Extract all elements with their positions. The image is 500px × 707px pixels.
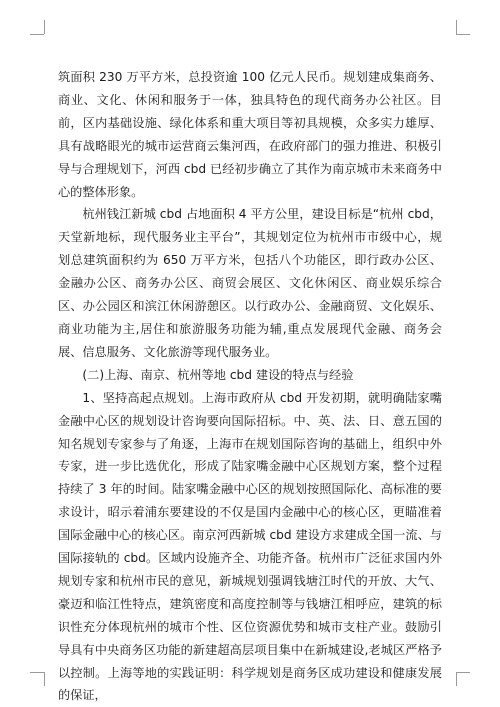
paragraph-planning: 1、坚持高起点规划。上海市政府从 cbd 开发初期，就明确陆家嘴金融中心区的规划设计咨询要向国际招标。中、英、法、日、意五国的知名规划专家参与了角逐，上海市在规划国际咨询的基础上，组织中外专家，进一步比选优化，形成了陆家嘴金融中心区规划方案，整个过程持续了 3 年的时间。陆家嘴金融中心区的规划按照国际化、高标准的要求设计，昭示着浦东要建设的不仅是国内金融中心的核心区，更瞄准着国际金融中心的核心区。南京河西新城 cbd 建设方求建成全国一流、与国际接轨的 cbd。区域内设施齐全、功能齐备。杭州市广泛征求国内外规划专家和杭州市民的意见，新城规划强调钱塘江时代的开放、大气、豪迈和临江性特点，建筑密度和高度控制等与钱塘江相呼应，建筑的标识性充分体现杭州的城市个性、区位资源优势和城市支柱产业。鼓励引导具有中央商务区功能的新建超高层项目集中在新城建设,老城区严格予以控制。上海等地的实践证明：科学规划是商务区成功建设和健康发展的保证， — [58, 390, 442, 703]
paragraph-continuation: 筑面积 230 万平方米，总投资逾 100 亿元人民币。规划建成集商务、商业、文化、休闲和服务于一体，独具特色的现代商务办公社区。目前，区内基础设施、绿化体系和重大项目等初具规模，众多实力雄厚、具有战略眼光的城市运营商云集河西，在政府部门的强力推进、积极引导与合理规划下，河西 cbd 已经初步确立了其作为南京城市未来商务中心的整体形象。 — [58, 70, 442, 199]
crop-mark-top-left-h — [30, 34, 44, 35]
crop-mark-bottom-left-h — [30, 672, 44, 673]
document-body — [58, 66, 442, 707]
crop-mark-top-right-v — [456, 20, 457, 34]
crop-mark-bottom-right-h — [456, 672, 470, 673]
paragraph-hangzhou-cbd: 杭州钱江新城 cbd 占地面积 4 平方公里，建设目标是“杭州 cbd，天堂新地标，现代服务业主平台”，其规划定位为杭州市市级中心，规划总建筑面积约为 650 万平方米，包括八个功能区，即行政办公区、金融办公区、商务办公区、商贸会展区、文化休闲区、商业娱乐综合区、办公园区和滨江休闲游憩区。以行政办公、金融商贸、文化娱乐、商业功能为主,居住和旅游服务功能为辅,重点发展现代金融、商务会展、信息服务、文化旅游等现代服务业。 — [58, 207, 442, 359]
crop-mark-top-left-v — [44, 20, 45, 34]
crop-mark-bottom-right-v — [456, 672, 457, 686]
crop-mark-bottom-left-v — [44, 672, 45, 686]
section-heading: (二)上海、南京、杭州等地 cbd 建设的特点与经验 — [82, 367, 354, 382]
crop-mark-top-right-h — [456, 34, 470, 35]
